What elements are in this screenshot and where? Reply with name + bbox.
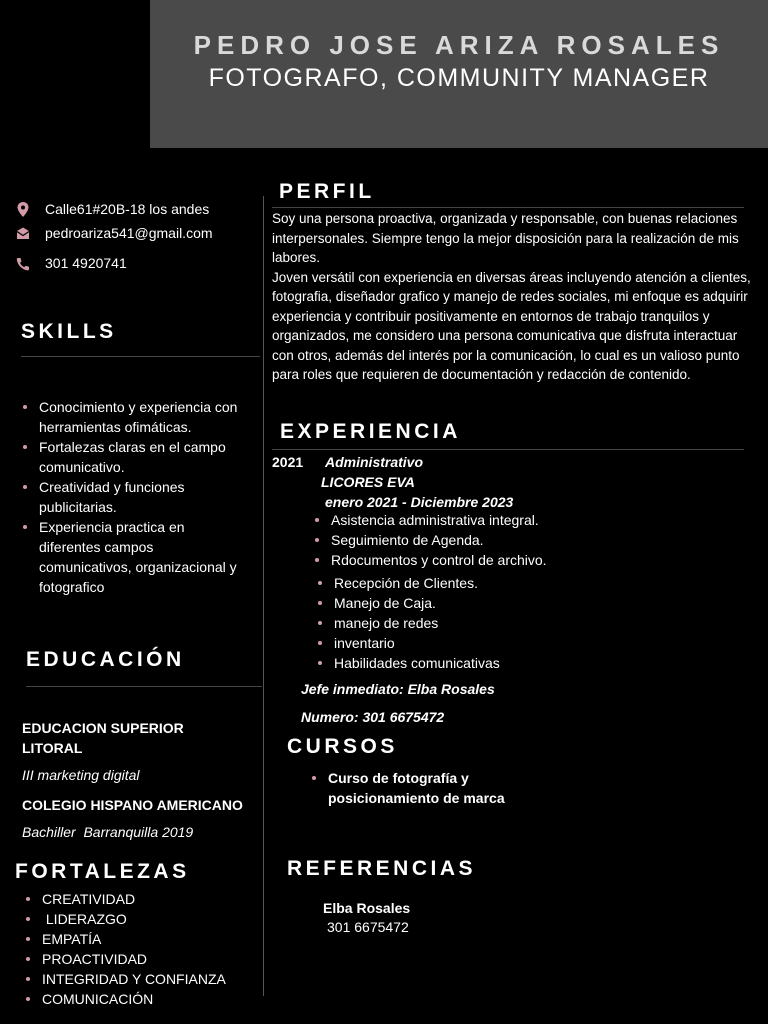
experience-tasks-a <box>313 510 613 570</box>
task-item: Habilidades comunicativas <box>316 653 616 673</box>
envelope-icon <box>14 225 32 243</box>
experience-position: Administrativo <box>325 454 424 470</box>
skill-item: Conocimiento y experiencia con herramientas ofimáticas. <box>21 397 246 437</box>
skill-item: Creatividad y funciones publicitarias. <box>21 477 246 517</box>
education-degree-2: Bachiller Barranquilla 2019 <box>22 824 194 840</box>
course-item: Curso de fotografía y posicionamiento de marca <box>310 768 530 808</box>
strength-item: CREATIVIDAD <box>24 889 259 909</box>
address-text: Calle61#20B-18 los andes <box>45 201 210 217</box>
profile-paragraph-1: Soy una persona proactiva, organizada y responsable, con buenas relaciones interpersonales. Siempre tengo la mejor disposición para la realización de mis labores. <box>272 211 739 265</box>
phone-icon <box>14 255 32 273</box>
person-name: PEDRO JOSE ARIZA ROSALES <box>193 30 725 60</box>
task-item: Recepción de Clientes. <box>316 573 616 593</box>
column-divider <box>263 196 264 996</box>
skill-item: Experiencia practica en diferentes campos comunicativos, organizacional y fotografico <box>21 517 246 597</box>
contact-email <box>14 225 246 245</box>
experience-boss: Jefe inmediato: Elba Rosales <box>301 681 495 697</box>
task-item: manejo de redes <box>316 613 616 633</box>
task-item: Asistencia administrativa integral. <box>313 510 613 530</box>
task-item: Rdocumentos y control de archivo. <box>313 550 613 570</box>
strength-item: PROACTIVIDAD <box>24 949 259 969</box>
task-item: inventario <box>316 633 616 653</box>
skills-title: SKILLS <box>21 320 117 343</box>
strengths-list <box>24 889 259 1009</box>
contact-phone <box>14 255 246 275</box>
profile-title: PERFIL <box>279 180 375 203</box>
experience-number: Numero: 301 6675472 <box>301 709 445 725</box>
profile-text <box>272 209 760 385</box>
strength-item: COMUNICACIÓN <box>24 989 259 1009</box>
email-text[interactable]: pedroariza541@gmail.com <box>45 225 213 241</box>
task-item: Seguimiento de Agenda. <box>313 530 613 550</box>
location-pin-icon <box>14 201 32 219</box>
contact-address <box>14 201 246 221</box>
reference-phone: 301 6675472 <box>327 919 409 935</box>
courses-title: CURSOS <box>287 735 398 758</box>
profile-paragraph-2: Joven versátil con experiencia en diversas áreas incluyendo atención a clientes, fotografia, diseñador grafico y manejo de redes sociales, mi enfoque es adquirir experiencia y contribuir positivamente en entornos de trabajo tranquilos y organizados, me considero una persona comunicativa que disfruta interactuar con otros, además del interés por la comunicación, lo cual es un valioso punto para roles que requieren de documentación y redacción de contenido. <box>272 269 751 382</box>
experience-title: EXPERIENCIA <box>280 420 461 443</box>
strength-item: LIDERAZGO <box>24 909 259 929</box>
education-school-1: EDUCACION SUPERIOR LITORAL <box>22 720 184 756</box>
experience-tasks-b <box>316 573 616 673</box>
strength-item: EMPATÍA <box>24 929 259 949</box>
strengths-title: FORTALEZAS <box>15 860 190 883</box>
skill-item: Fortalezas claras en el campo comunicativo. <box>21 437 246 477</box>
education-degree-1: III marketing digital <box>22 767 140 783</box>
experience-rule <box>272 449 744 450</box>
reference-name: Elba Rosales <box>323 900 411 916</box>
experience-company: LICORES EVA <box>321 474 415 490</box>
education-title: EDUCACIÓN <box>26 648 185 671</box>
person-role: FOTOGRAFO, COMMUNITY MANAGER <box>208 64 710 92</box>
task-item: Manejo de Caja. <box>316 593 616 613</box>
education-school-2: COLEGIO HISPANO AMERICANO <box>22 797 243 813</box>
education-rule <box>26 686 262 687</box>
profile-rule <box>272 207 744 208</box>
skills-rule <box>21 356 260 357</box>
courses-list <box>310 768 530 808</box>
skills-list <box>21 397 246 597</box>
phone-text: 301 4920741 <box>45 255 127 271</box>
experience-period: enero 2021 - Diciembre 2023 <box>325 494 514 510</box>
experience-year: 2021 <box>272 454 304 470</box>
references-title: REFERENCIAS <box>287 857 477 880</box>
strength-item: INTEGRIDAD Y CONFIANZA <box>24 969 259 989</box>
